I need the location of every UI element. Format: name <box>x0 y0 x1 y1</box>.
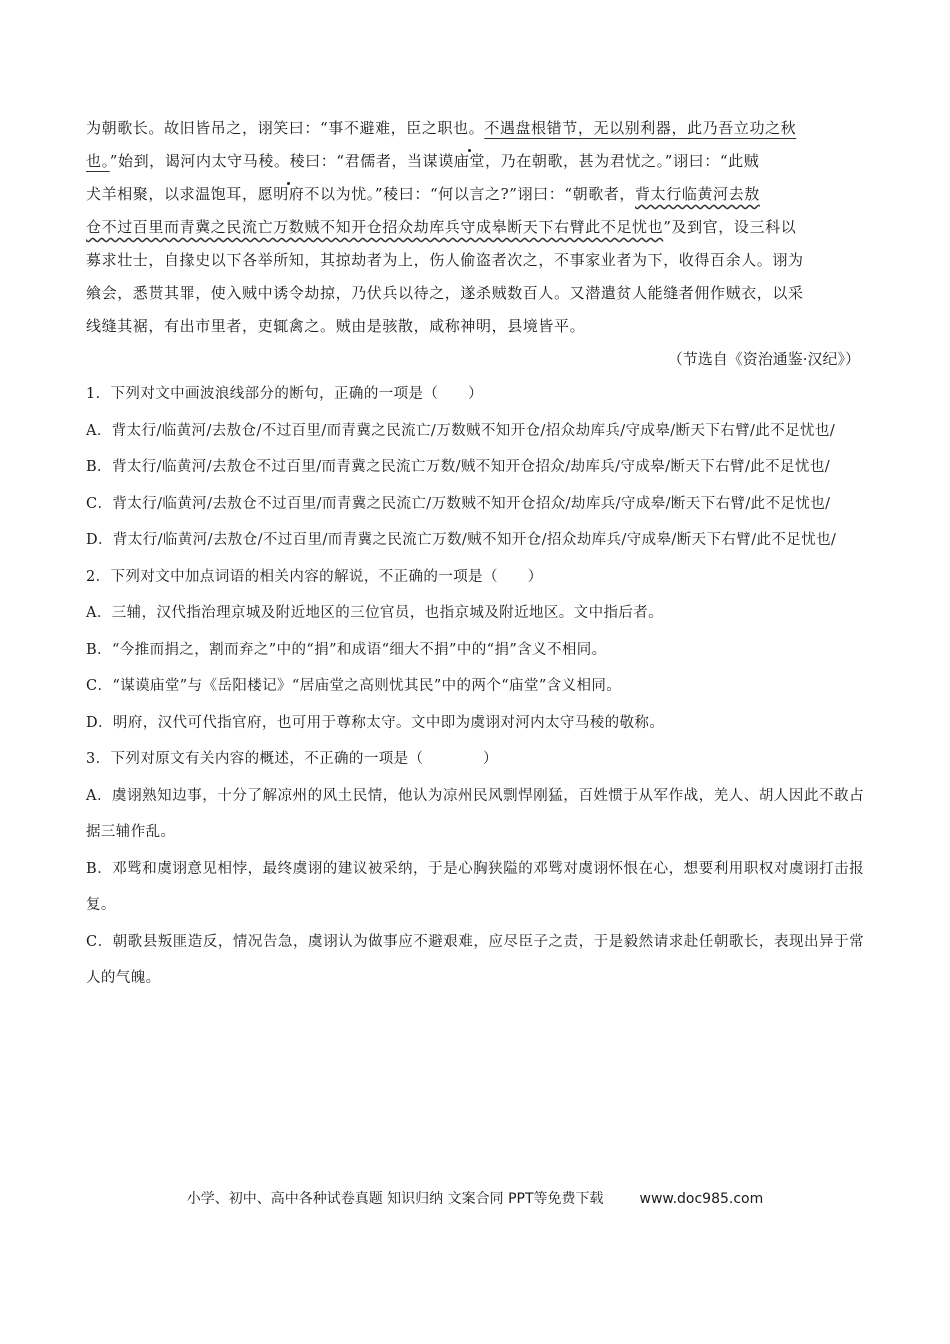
question-stem: 1．下列对文中画波浪线部分的断句，正确的一项是（ ） <box>86 386 484 402</box>
passage-line: 也。”始到，谒河内太守马稜。稜曰：“君儒者，当谋谟庙堂，乃在朝歌，甚为君忧之。”诩曰：“此贼 <box>86 152 760 170</box>
question-option: D．背太行/临黄河/去敖仓/不过百里/而青冀之民流亡万数/贼不知开仓/招众劫库兵/守成皋/断天下右臂/此不足忧也/ <box>86 532 837 548</box>
question-option: A．三辅，汉代指治理京城及附近地区的三位官员，也指京城及附近地区。文中指后者。 <box>86 605 664 621</box>
wavy-underline-text: 仓不过百里而青冀之民流亡万数贼不知开仓招众劫库兵守成皋断天下右臂此不足忧也 <box>86 218 664 236</box>
page-footer <box>0 1188 950 1208</box>
questions <box>86 376 864 997</box>
passage-line: 为朝歌长。故旧皆吊之，诩笑曰：“事不避难，臣之职也。不遇盘根错节，无以别利器，此乃吾立功之秋 <box>86 119 797 137</box>
dotted-term: 庙堂 <box>453 152 486 170</box>
question-option: C．“谋谟庙堂”与《岳阳楼记》“居庙堂之高则忧其民”中的两个“庙堂”含义相同。 <box>86 678 622 694</box>
document-page <box>86 112 864 997</box>
question-option: D．明府，汉代可代指官府，也可用于尊称太守。文中即为虞诩对河内太守马稜的敬称。 <box>86 714 665 731</box>
passage <box>86 112 864 343</box>
question-option: A．背太行/临黄河/去敖仓/不过百里/而青冀之民流亡/万数贼不知开仓/招众劫库兵/守成皋/断天下右臂/此不足忧也/ <box>86 422 836 439</box>
passage-line: 仓不过百里而青冀之民流亡万数贼不知开仓招众劫库兵守成皋断天下右臂此不足忧也”及到官，设三科以 <box>86 218 797 236</box>
passage-line: 飨会，悉贳其罪，使入贼中诱令劫掠，乃伏兵以待之，遂杀贼数百人。又潜遣贫人能缝者佣作贼衣，以采 <box>86 284 804 302</box>
question-option: B．“今推而捐之，割而弃之”中的“捐”和成语“细大不捐”中的“捐”含义不相同。 <box>86 641 607 658</box>
question-stem: 2．下列对文中加点词语的相关内容的解说，不正确的一项是（ ） <box>86 568 543 585</box>
question-option: A．虞诩熟知边事，十分了解凉州的风土民情，他认为凉州民风剽悍刚猛，百姓惯于从军作战，羌人、胡人因此不敢占据三辅作乱。 <box>86 787 864 840</box>
question-option: C．背太行/临黄河/去敖仓不过百里/而青冀之民流亡/万数贼不知开仓招众/劫库兵/守成皋/断天下右臂/此不足忧也/ <box>86 495 831 512</box>
wavy-underline-text: 背太行临黄河去敖 <box>635 185 760 203</box>
passage-source: （节选自《资治通鉴·汉纪》） <box>667 350 860 368</box>
straight-underline-text: 也。 <box>86 152 110 170</box>
straight-underline-text: 不遇盘根错节，无以别利器，此乃吾立功之秋 <box>484 119 797 137</box>
question-option: C．朝歌县叛匪造反，情况告急，虞诩认为做事应不避艰难，应尽臣子之责，于是毅然请求赴任朝歌长，表现出异于常人的气魄。 <box>86 933 864 986</box>
passage-line: 犬羊相聚，以求温饱耳，愿明府不以为忧。”稜曰：“何以言之?”诩曰：“朝歌者，背太行临黄河去敖 <box>86 185 760 203</box>
question-option: B．背太行/临黄河/去敖仓不过百里/而青冀之民流亡万数/贼不知开仓招众/劫库兵/守成皋/断天下右臂/此不足忧也/ <box>86 459 831 475</box>
passage-line: 线缝其裾，有出市里者，吏辄禽之。贼由是骇散，咸称神明，县境皆平。 <box>86 317 586 335</box>
question-stem: 3．下列对原文有关内容的概述，不正确的一项是（ ） <box>86 751 498 767</box>
footer-text: 小学、初中、高中各种试卷真题 知识归纳 文案合同 PPT等免费下载 <box>186 1191 604 1207</box>
passage-line: 募求壮士，自掾史以下各举所知，其掠劫者为上，伤人偷盗者次之，不事家业者为下，收得百余人。诩为 <box>86 251 804 269</box>
footer-website: www.doc985.com <box>639 1191 764 1207</box>
dotted-term: 明府 <box>273 185 305 203</box>
question-option: B．邓骘和虞诩意见相悖，最终虞诩的建议被采纳，于是心胸狭隘的邓骘对虞诩怀恨在心，想要利用职权对虞诩打击报复。 <box>86 860 864 913</box>
